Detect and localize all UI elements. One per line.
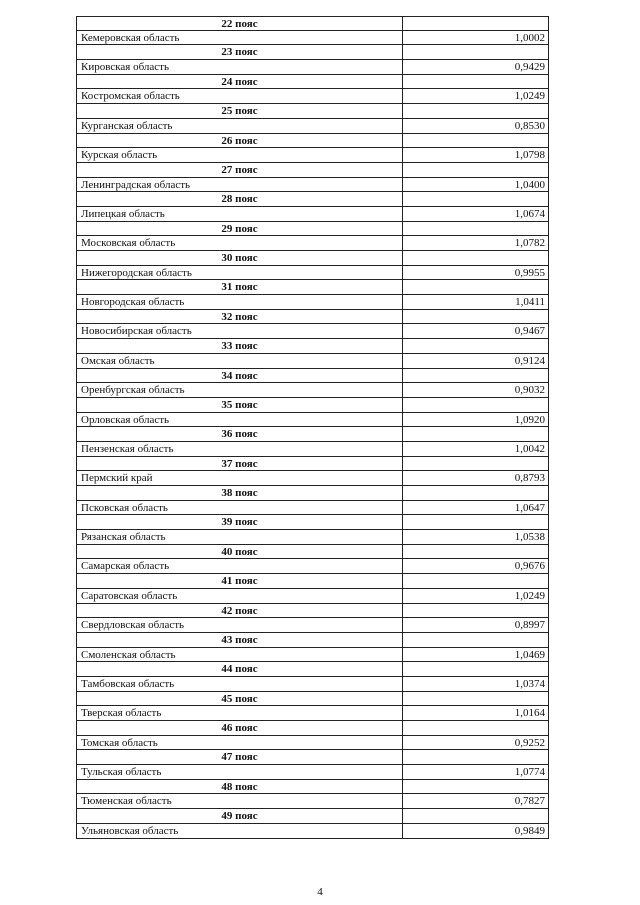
zone-value-cell: [403, 222, 548, 236]
zone-header-row: [76, 662, 549, 677]
zone-value-cell: [403, 809, 548, 823]
region-name: Ленинградская область: [77, 178, 403, 192]
zone-value-cell: [403, 427, 548, 441]
region-row: [76, 413, 549, 428]
zone-label: 48 пояс: [77, 780, 403, 794]
zone-label: 45 пояс: [77, 692, 403, 706]
coefficient-value: 0,7827: [514, 795, 545, 808]
zone-header-row: [76, 545, 549, 560]
region-name: Курганская область: [77, 119, 403, 133]
coefficient-value: 1,0920: [514, 413, 545, 426]
zone-value-cell: [403, 163, 548, 177]
coefficient-value: 0,8997: [514, 619, 545, 632]
region-name: Орловская область: [77, 413, 403, 427]
region-row: [76, 618, 549, 633]
coefficient-value: 1,0374: [514, 677, 545, 690]
zone-value-cell: [403, 721, 548, 735]
zone-value-cell: [403, 545, 548, 559]
zone-value-cell: [403, 369, 548, 383]
zone-value-cell: [403, 692, 548, 706]
coefficient-value: 1,0164: [514, 707, 545, 720]
region-name: Тверская область: [77, 706, 403, 720]
region-row: [76, 530, 549, 545]
zone-value-cell: [403, 251, 548, 265]
zone-label: 41 пояс: [77, 574, 403, 588]
zone-value-cell: [403, 515, 548, 529]
zone-label: 35 пояс: [77, 398, 403, 412]
region-row: [76, 89, 549, 104]
zone-header-row: [76, 339, 549, 354]
coefficient-value: 0,9032: [514, 384, 545, 397]
zone-label: 38 пояс: [77, 486, 403, 500]
region-name: Новосибирская область: [77, 324, 403, 338]
zone-header-row: [76, 280, 549, 295]
zone-value-cell: [403, 486, 548, 500]
region-row: [76, 589, 549, 604]
region-name: Омская область: [77, 354, 403, 368]
zone-value-cell: [403, 750, 548, 764]
zone-value-cell: [403, 398, 548, 412]
coefficient-value: 0,8793: [514, 472, 545, 485]
zone-header-row: [76, 780, 549, 795]
zone-label: 47 пояс: [77, 750, 403, 764]
zone-value-cell: [403, 192, 548, 206]
region-name: Оренбургская область: [77, 383, 403, 397]
zone-label: 49 пояс: [77, 809, 403, 823]
zone-header-row: [76, 457, 549, 472]
zone-header-row: [76, 45, 549, 60]
zone-header-row: [76, 574, 549, 589]
zone-label: 33 пояс: [77, 339, 403, 353]
region-row: [76, 31, 549, 46]
region-name: Кировская область: [77, 60, 403, 74]
coefficient-value: 1,0647: [514, 501, 545, 514]
region-row: [76, 736, 549, 751]
zone-label: 28 пояс: [77, 192, 403, 206]
zone-header-row: [76, 75, 549, 90]
zone-label: 31 пояс: [77, 280, 403, 294]
region-name: Нижегородская область: [77, 266, 403, 280]
zone-value-cell: [403, 310, 548, 324]
zone-header-row: [76, 192, 549, 207]
region-row: [76, 824, 549, 839]
region-row: [76, 207, 549, 222]
zone-label: 36 пояс: [77, 427, 403, 441]
zone-label: 37 пояс: [77, 457, 403, 471]
coefficient-value: 1,0400: [514, 178, 545, 191]
coefficient-value: 0,9849: [514, 824, 545, 837]
zone-header-row: [76, 134, 549, 149]
region-row: [76, 794, 549, 809]
region-name: Пензенская область: [77, 442, 403, 456]
zone-header-row: [76, 486, 549, 501]
zone-header-row: [76, 222, 549, 237]
zone-header-row: [76, 310, 549, 325]
zone-header-row: [76, 251, 549, 266]
zone-value-cell: [403, 457, 548, 471]
zone-value-cell: [403, 780, 548, 794]
zone-header-row: [76, 369, 549, 384]
zone-label: 34 пояс: [77, 369, 403, 383]
zone-label: 46 пояс: [77, 721, 403, 735]
region-name: Костромская область: [77, 89, 403, 103]
zone-label: 39 пояс: [77, 515, 403, 529]
zone-header-row: [76, 427, 549, 442]
zone-label: 22 пояс: [77, 17, 403, 30]
coefficient-value: 0,8530: [514, 119, 545, 132]
zone-value-cell: [403, 280, 548, 294]
region-name: Смоленская область: [77, 648, 403, 662]
zone-header-row: [76, 104, 549, 119]
region-row: [76, 383, 549, 398]
zone-value-cell: [403, 45, 548, 59]
region-name: Самарская область: [77, 559, 403, 573]
coefficient-value: 1,0249: [514, 90, 545, 103]
zone-header-row: [76, 515, 549, 530]
coefficient-value: 1,0411: [515, 296, 545, 309]
region-row: [76, 648, 549, 663]
region-row: [76, 765, 549, 780]
region-row: [76, 295, 549, 310]
zone-header-row: [76, 633, 549, 648]
region-row: [76, 178, 549, 193]
zone-value-cell: [403, 633, 548, 647]
region-name: Тамбовская область: [77, 677, 403, 691]
coefficient-value: 1,0674: [514, 207, 545, 220]
zone-label: 44 пояс: [77, 662, 403, 676]
zone-header-row: [76, 16, 549, 31]
zone-label: 40 пояс: [77, 545, 403, 559]
region-name: Псковская область: [77, 501, 403, 515]
coefficient-value: 1,0538: [514, 531, 545, 544]
zone-header-row: [76, 721, 549, 736]
region-row: [76, 266, 549, 281]
region-name: Новгородская область: [77, 295, 403, 309]
region-name: Пермский край: [77, 471, 403, 485]
region-row: [76, 706, 549, 721]
zone-label: 26 пояс: [77, 134, 403, 148]
zone-value-cell: [403, 662, 548, 676]
region-row: [76, 236, 549, 251]
coefficient-value: 0,9467: [514, 325, 545, 338]
region-name: Томская область: [77, 736, 403, 750]
zone-label: 24 пояс: [77, 75, 403, 89]
zone-header-row: [76, 750, 549, 765]
zone-value-cell: [403, 17, 548, 30]
zone-label: 29 пояс: [77, 222, 403, 236]
zone-header-row: [76, 809, 549, 824]
zone-header-row: [76, 163, 549, 178]
region-name: Ульяновская область: [77, 824, 403, 838]
region-row: [76, 471, 549, 486]
zone-value-cell: [403, 75, 548, 89]
region-name: Курская область: [77, 148, 403, 162]
zone-value-cell: [403, 134, 548, 148]
region-name: Свердловская область: [77, 618, 403, 632]
coefficient-value: 1,0469: [514, 648, 545, 661]
region-name: Кемеровская область: [77, 31, 403, 45]
zone-label: 42 пояс: [77, 604, 403, 618]
coefficient-value: 0,9955: [514, 266, 545, 279]
coefficient-value: 0,9124: [514, 354, 545, 367]
coefficient-value: 1,0774: [514, 766, 545, 779]
coefficient-value: 1,0042: [514, 442, 545, 455]
coefficient-value: 1,0002: [514, 31, 545, 44]
zone-label: 27 пояс: [77, 163, 403, 177]
zone-value-cell: [403, 574, 548, 588]
page-number: 4: [317, 886, 323, 898]
zone-label: 43 пояс: [77, 633, 403, 647]
zone-label: 25 пояс: [77, 104, 403, 118]
zone-value-cell: [403, 604, 548, 618]
region-row: [76, 501, 549, 516]
zone-value-cell: [403, 339, 548, 353]
coefficient-table: [76, 16, 549, 839]
coefficient-value: 0,9676: [514, 560, 545, 573]
region-row: [76, 60, 549, 75]
region-row: [76, 148, 549, 163]
region-row: [76, 324, 549, 339]
zone-label: 32 пояс: [77, 310, 403, 324]
region-name: Тюменская область: [77, 794, 403, 808]
coefficient-value: 1,0782: [514, 237, 545, 250]
zone-header-row: [76, 692, 549, 707]
region-row: [76, 442, 549, 457]
region-row: [76, 559, 549, 574]
region-name: Саратовская область: [77, 589, 403, 603]
region-row: [76, 354, 549, 369]
region-name: Московская область: [77, 236, 403, 250]
coefficient-value: 1,0798: [514, 149, 545, 162]
region-name: Тульская область: [77, 765, 403, 779]
region-row: [76, 119, 549, 134]
coefficient-value: 0,9429: [514, 61, 545, 74]
zone-label: 23 пояс: [77, 45, 403, 59]
region-name: Липецкая область: [77, 207, 403, 221]
coefficient-value: 1,0249: [514, 589, 545, 602]
region-name: Рязанская область: [77, 530, 403, 544]
zone-header-row: [76, 604, 549, 619]
zone-label: 30 пояс: [77, 251, 403, 265]
region-row: [76, 677, 549, 692]
zone-header-row: [76, 398, 549, 413]
coefficient-value: 0,9252: [514, 736, 545, 749]
zone-value-cell: [403, 104, 548, 118]
